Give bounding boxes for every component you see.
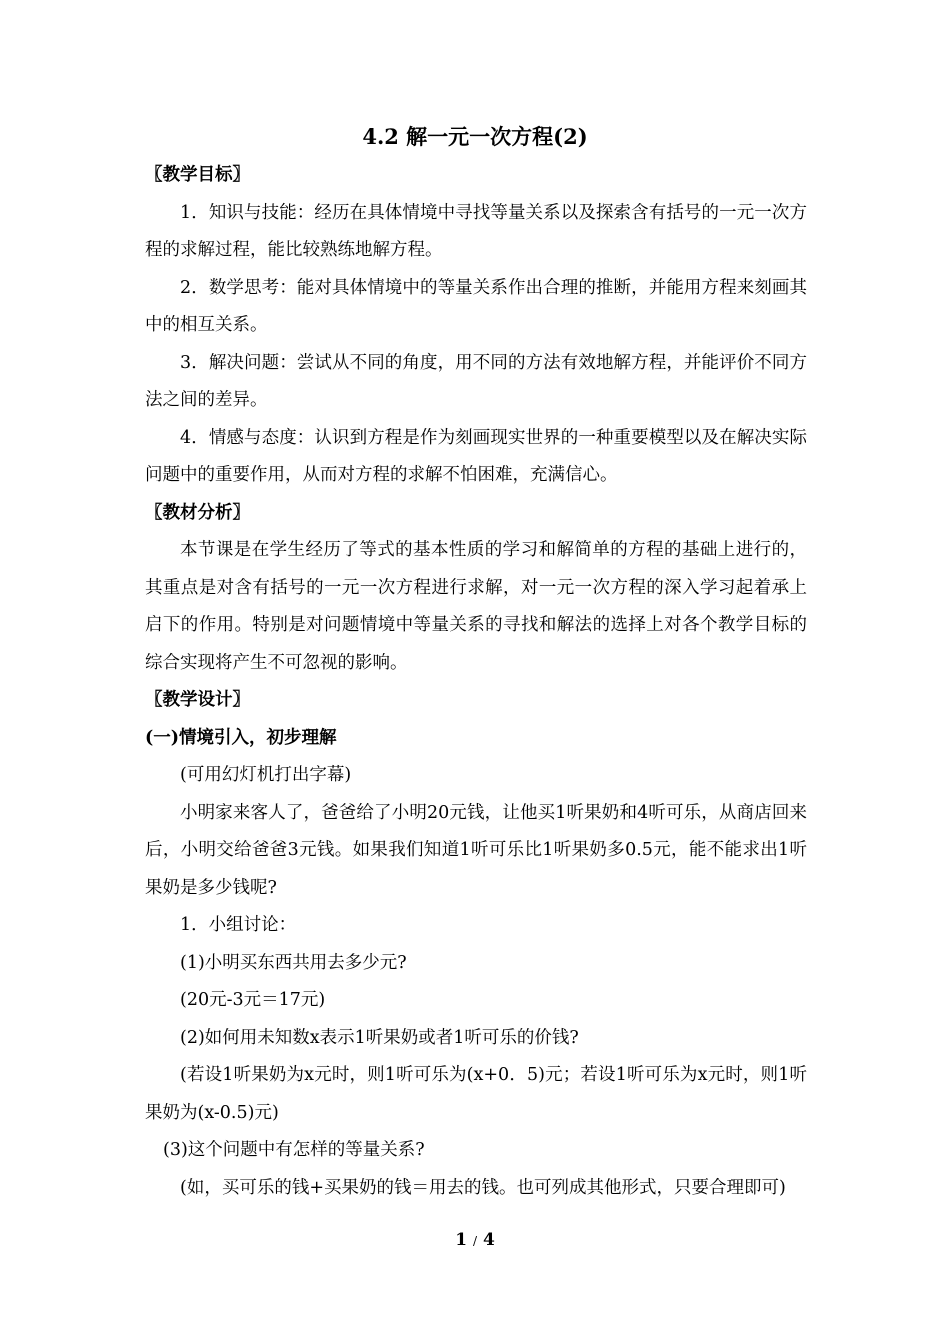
objective-item: 2．数学思考：能对具体情境中的等量关系作出合理的推断，并能用方程来刻画其中的相互关系。 bbox=[145, 277, 807, 335]
answer-1: (20元-3元＝17元) bbox=[180, 990, 326, 1010]
objectives-heading: 〖教学目标〗 bbox=[145, 165, 250, 185]
objective-item: 3．解决问题：尝试从不同的角度，用不同的方法有效地解方程，并能评价不同方法之间的差异。 bbox=[145, 352, 807, 410]
analysis-heading: 〖教材分析〗 bbox=[145, 502, 250, 523]
analysis-paragraph: 本节课是在学生经历了等式的基本性质的学习和解简单的方程的基础上进行的，其重点是对含有括号的一元一次方程进行求解，对一元一次方程的深入学习起着承上启下的作用。特别是对问题情境中等量关系的寻找和解法的选择上对各个教学目标的综合实现将产生不可忽视的影响。 bbox=[145, 540, 807, 673]
page-number bbox=[0, 1226, 950, 1255]
page-separator: / bbox=[472, 1234, 478, 1248]
part1-heading: (一)情境引入，初步理解 bbox=[145, 727, 337, 748]
current-page: 1 bbox=[455, 1230, 468, 1250]
question-2: (2)如何用未知数x表示1听果奶或者1听可乐的价钱? bbox=[180, 1027, 579, 1048]
problem-paragraph: 小明家来客人了，爸爸给了小明20元钱，让他买1听果奶和4听可乐，从商店回来后，小明交给爸爸3元钱。如果我们知道1听可乐比1听果奶多0.5元，能不能求出1听果奶是多少钱呢? bbox=[145, 802, 807, 898]
answer-2: (若设1听果奶为x元时，则1听可乐为(x+0．5)元；若设1听可乐为x元时，则1听果奶为(x-0.5)元) bbox=[145, 1065, 807, 1123]
total-pages: 4 bbox=[482, 1230, 495, 1250]
note-line: (可用幻灯机打出字幕) bbox=[180, 765, 352, 785]
answer-3: (如，买可乐的钱+买果奶的钱＝用去的钱。也可列成其他形式，只要合理即可) bbox=[180, 1177, 786, 1198]
question-1: (1)小明买东西共用去多少元? bbox=[180, 952, 407, 973]
objective-item: 1．知识与技能：经历在具体情境中寻找等量关系以及探索含有括号的一元一次方程的求解过程，能比较熟练地解方程。 bbox=[145, 202, 807, 260]
discussion-label: 1．小组讨论： bbox=[180, 915, 297, 935]
document-title: 4.2 解一元一次方程(2) bbox=[362, 124, 588, 149]
document-body bbox=[145, 157, 807, 1207]
objective-item: 4．情感与态度：认识到方程是作为刻画现实世界的一种重要模型以及在解决实际问题中的重要作用，从而对方程的求解不怕困难，充满信心。 bbox=[145, 427, 807, 485]
question-3: (3)这个问题中有怎样的等量关系? bbox=[163, 1140, 425, 1160]
design-heading: 〖教学设计〗 bbox=[145, 690, 250, 710]
